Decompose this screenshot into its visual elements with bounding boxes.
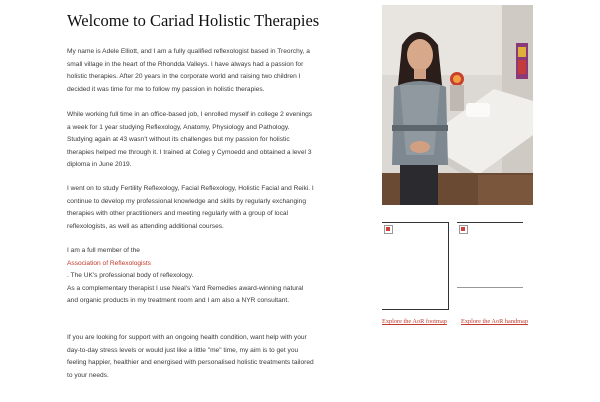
further-line: I went on to study Fertility Reflexology, Facial Reflexology, Holistic Facial and Reiki. I — [67, 185, 314, 192]
membership-prefix: I am a full member of the — [67, 247, 140, 254]
further-line: therapies with other practitioners and meeting regularly with a group of local — [67, 210, 289, 217]
aor-footmap-link[interactable]: Explore the AoR footmap — [382, 318, 447, 325]
aor-handmap-link[interactable]: Explore the AoR handmap — [461, 318, 528, 325]
membership-paragraph — [67, 245, 329, 308]
intro-line: holistic therapies. After 20 years in the corporate world and raising two children I — [67, 73, 301, 80]
support-paragraph — [67, 332, 329, 382]
study-line: diploma in June 2019. — [67, 161, 132, 168]
study-paragraph — [67, 109, 329, 172]
therapist-photo-illustration — [382, 5, 533, 205]
support-line: If you are looking for support with an ongoing health condition, want help with your — [67, 334, 307, 341]
handmap-image-icon — [459, 225, 468, 234]
page-title: Welcome to Cariad Holistic Therapies — [67, 11, 320, 30]
study-line: While working full time in an office-based job, I enrolled myself in college 2 evenings — [67, 111, 313, 118]
support-line: day-to-day stress levels or would just like a little "me" time, my aim is to get you — [67, 346, 299, 354]
products-line: and organic products in my treatment room and I am also a NYR consultant. — [67, 297, 290, 304]
support-line: to your needs. — [67, 371, 109, 379]
aor-footmap-card — [382, 222, 449, 310]
intro-paragraph — [67, 46, 329, 96]
intro-line: decided it was time for me to follow my passion in holistic therapies. — [67, 85, 265, 93]
further-line: reflexologists, as well as attending additional courses. — [67, 222, 224, 230]
footmap-image-icon — [384, 225, 393, 234]
association-of-reflexologists-link[interactable]: Association of Reflexologists — [67, 259, 151, 267]
study-line: therapies helped me through it. I trained at Coleg y Cymoedd and obtained a level 3 — [67, 148, 312, 156]
aor-handmap-card — [457, 222, 523, 309]
study-line: Studying again at 43 wasn't without its challenges but my passion for holistic — [67, 136, 290, 143]
therapist-photo — [382, 5, 533, 205]
support-line: feeling happier, healthier and energised with personalised holistic treatments tailored — [67, 359, 314, 366]
study-line: a week for 1 year studying Reflexology, Anatomy, Physiology and Pathology. — [67, 123, 290, 131]
membership-suffix: . The UK's professional body of reflexology. — [67, 272, 194, 279]
further-study-paragraph — [67, 183, 329, 233]
further-line: continue to develop my professional knowledge and skills by regularly exchanging — [67, 197, 306, 205]
products-line: As a complementary therapist I use Neal's Yard Remedies award-winning natural — [67, 284, 304, 292]
intro-line: small village in the heart of the Rhondda Valleys. I have always had a passion for — [67, 60, 304, 68]
card-divider — [457, 287, 523, 288]
intro-line: My name is Adele Elliott, and I am a fully qualified reflexologist based in Treorchy, a — [67, 48, 310, 55]
